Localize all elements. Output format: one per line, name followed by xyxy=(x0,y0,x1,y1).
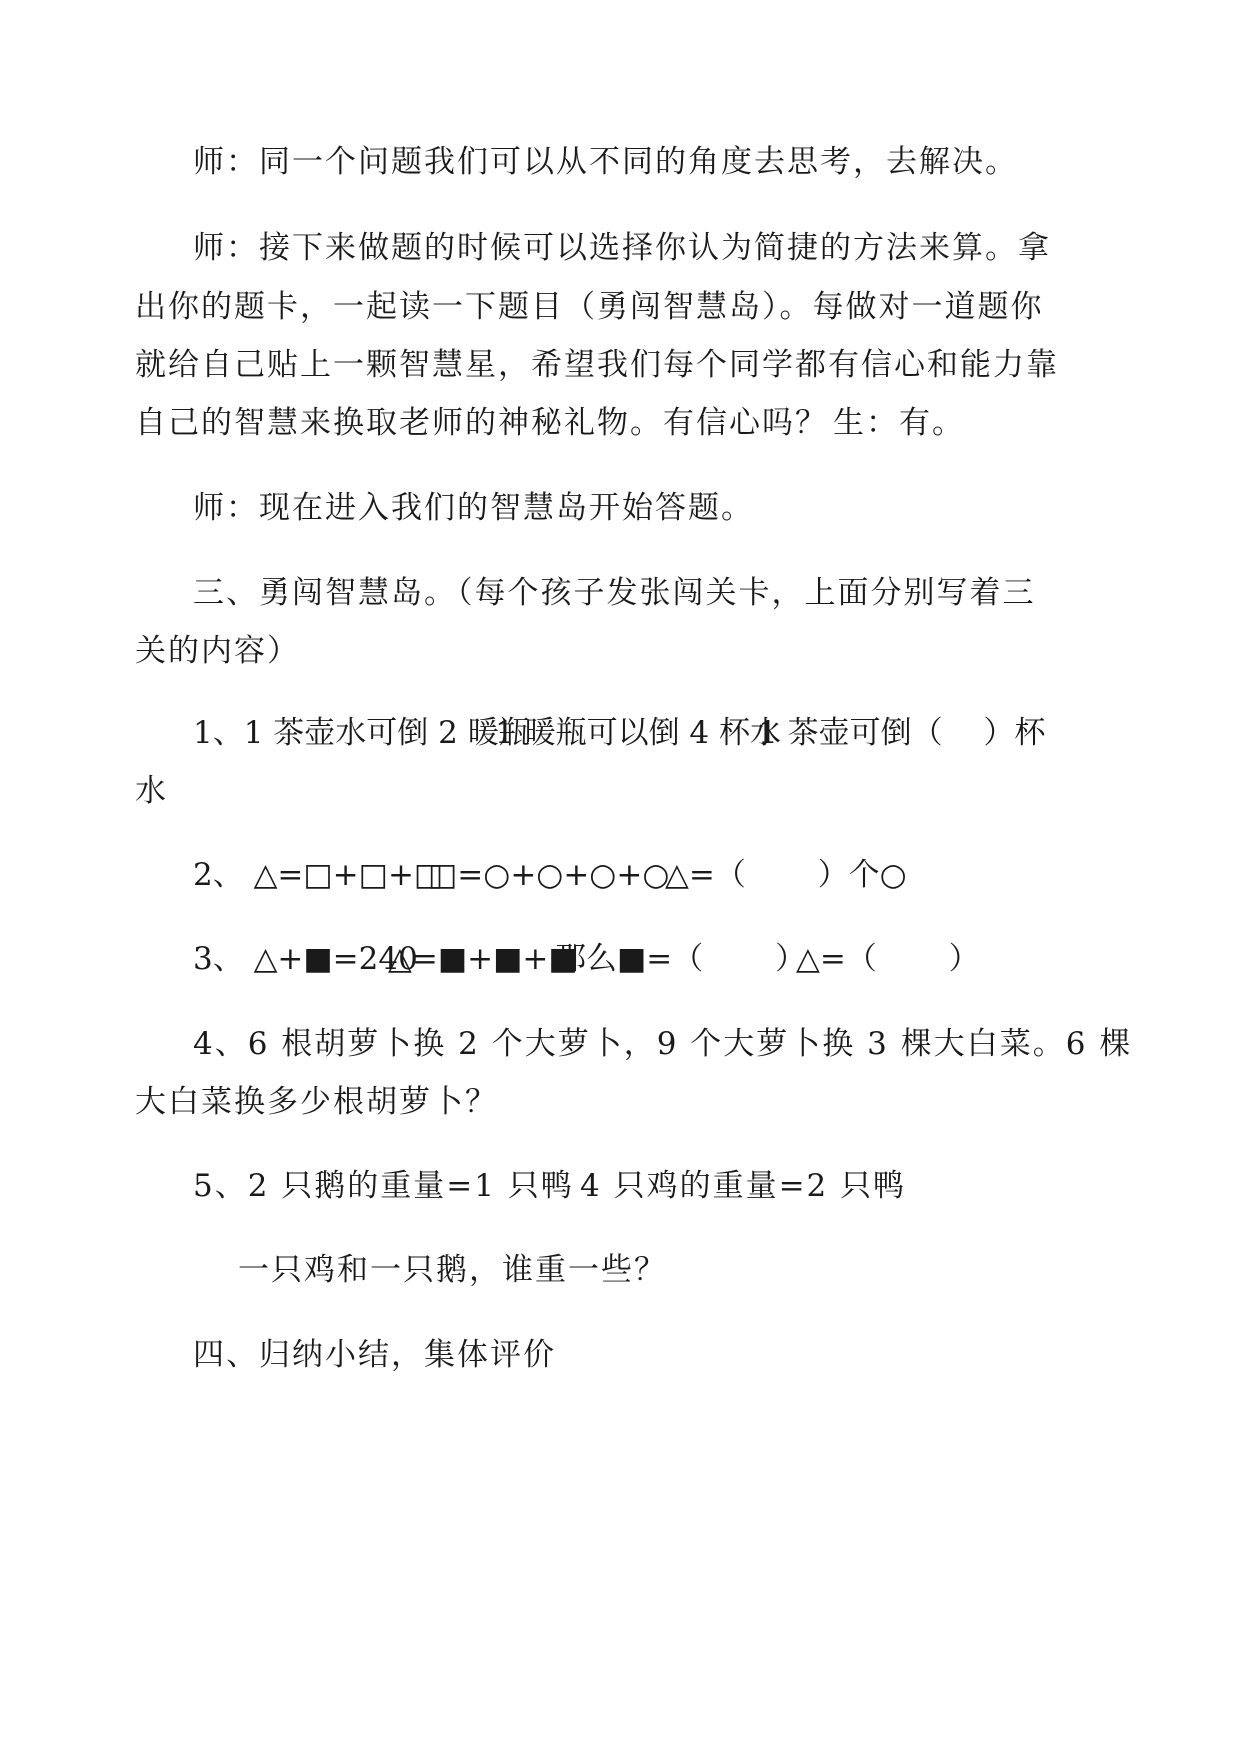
section-heading: 三、勇闯智慧岛。（每个孩子发张闯关卡，上面分别写着三 xyxy=(193,575,1036,611)
text-line: 一只鸡和一只鹅，谁重一些？ xyxy=(238,1252,667,1288)
text-line: 水 xyxy=(135,773,168,809)
text-line: 关的内容） xyxy=(135,633,300,669)
question-3-part-d: △=（ ） xyxy=(796,941,980,977)
text-line: 师：现在进入我们的智慧岛开始答题。 xyxy=(193,490,754,526)
question-1-part-b: 1 暖瓶可以倒 4 杯水 xyxy=(495,715,782,751)
question-5-part-a: 5、2 只鹅的重量=1 只鸭 xyxy=(193,1168,574,1204)
question-2-part-b: □=○+○+○+○ xyxy=(428,857,670,893)
question-2-part-a: 2、 △=□+□+□ xyxy=(193,857,444,893)
text-line: 大白菜换多少根胡萝卜？ xyxy=(135,1084,498,1120)
text-line: 师：同一个问题我们可以从不同的角度去思考，去解决。 xyxy=(193,144,1018,180)
text-line: 就给自己贴上一颗智慧星，希望我们每个同学都有信心和能力靠 xyxy=(135,347,1059,383)
question-3-part-a: 3、 △+■=240 xyxy=(193,941,418,977)
student-reply: 生：有。 xyxy=(833,405,965,441)
text-line: 出你的题卡，一起读一下题目（勇闯智慧岛）。每做对一道题你 xyxy=(135,289,1044,325)
question-5-part-b: 4 只鸡的重量=2 只鸭 xyxy=(580,1168,907,1204)
text-line: 自己的智慧来换取老师的神秘礼物。有信心吗？ xyxy=(135,405,828,441)
question-2-part-c: △=（ ）个○ xyxy=(665,857,907,893)
question-1-part-c: 1 茶壶可倒（ ）杯 xyxy=(758,715,1046,751)
text-line: 师：接下来做题的时候可以选择你认为简捷的方法来算。拿 xyxy=(193,230,1051,266)
question-3-part-b: △=■+■+■ xyxy=(388,941,578,977)
question-3-part-c: 那么■=（ ） xyxy=(555,941,807,977)
text-line: 4、6 根胡萝卜换 2 个大萝卜，9 个大萝卜换 3 棵大白菜。6 棵 xyxy=(193,1026,1133,1062)
section-heading: 四、归纳小结，集体评价 xyxy=(193,1337,556,1373)
question-1-part-a: 1、1 茶壶水可倒 2 暖瓶 xyxy=(193,715,530,751)
